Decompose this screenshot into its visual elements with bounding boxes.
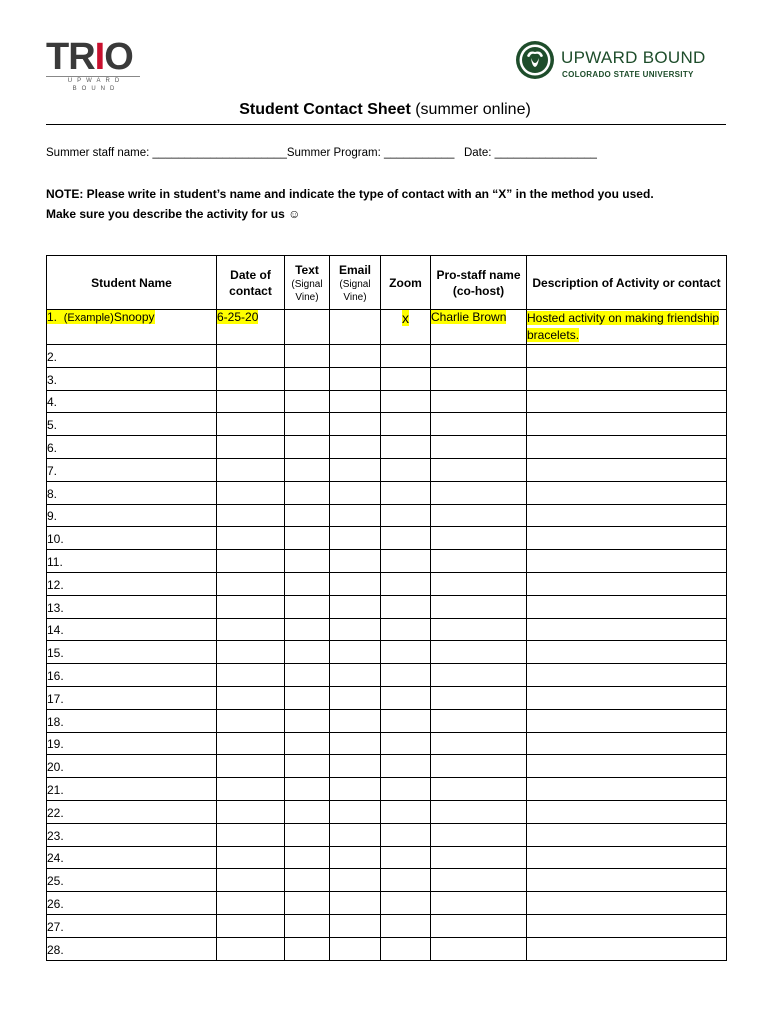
table-cell[interactable] xyxy=(381,937,431,960)
table-header-row xyxy=(47,256,727,310)
table-cell[interactable] xyxy=(527,481,727,504)
example-text-cell[interactable] xyxy=(285,310,330,345)
table-cell[interactable] xyxy=(527,618,727,641)
table-cell[interactable] xyxy=(431,436,527,459)
table-cell[interactable] xyxy=(431,413,527,436)
student-name-cell[interactable]: 20. xyxy=(47,755,217,778)
program-field[interactable]: ___________ xyxy=(383,147,455,159)
trio-logo xyxy=(46,36,146,93)
table-cell[interactable] xyxy=(217,823,285,846)
col-text-label: Text xyxy=(295,262,319,277)
table-cell[interactable] xyxy=(330,618,381,641)
table-cell[interactable] xyxy=(431,800,527,823)
table-cell[interactable] xyxy=(527,937,727,960)
table-row xyxy=(47,458,727,481)
table-cell[interactable] xyxy=(330,709,381,732)
table-cell[interactable] xyxy=(285,892,330,915)
table-cell[interactable] xyxy=(217,937,285,960)
table-cell[interactable] xyxy=(330,345,381,368)
table-cell[interactable] xyxy=(217,755,285,778)
table-cell[interactable] xyxy=(330,800,381,823)
student-name-cell[interactable]: 12. xyxy=(47,572,217,595)
table-row xyxy=(47,595,727,618)
table-cell[interactable] xyxy=(527,345,727,368)
table-cell[interactable] xyxy=(381,345,431,368)
program-label: Summer Program: xyxy=(286,147,384,159)
student-name-cell[interactable]: 9. xyxy=(47,504,217,527)
table-row xyxy=(47,641,727,664)
table-cell[interactable] xyxy=(431,709,527,732)
table-cell[interactable] xyxy=(527,527,727,550)
table-cell[interactable] xyxy=(285,595,330,618)
staff-fields-line xyxy=(46,147,597,159)
trio-logo-word: TRIO xyxy=(46,36,133,78)
table-cell[interactable] xyxy=(285,390,330,413)
table-cell[interactable] xyxy=(527,641,727,664)
table-cell[interactable] xyxy=(431,527,527,550)
table-row xyxy=(47,778,727,801)
date-field[interactable]: ________________ xyxy=(494,147,597,159)
table-cell[interactable] xyxy=(217,550,285,573)
table-cell[interactable] xyxy=(285,800,330,823)
student-name-cell[interactable]: 3. xyxy=(47,367,217,390)
col-description: Description of Activity or contact xyxy=(527,256,727,310)
staff-name-label: Summer staff name: xyxy=(46,147,153,159)
table-cell[interactable] xyxy=(431,367,527,390)
table-cell[interactable] xyxy=(381,550,431,573)
student-name-cell[interactable]: 6. xyxy=(47,436,217,459)
table-cell[interactable] xyxy=(431,914,527,937)
col-date-of-contact: Date of contact xyxy=(217,256,285,310)
table-cell[interactable] xyxy=(285,937,330,960)
table-row xyxy=(47,664,727,687)
table-cell[interactable] xyxy=(381,823,431,846)
table-cell[interactable] xyxy=(381,436,431,459)
student-name-cell[interactable]: 23. xyxy=(47,823,217,846)
table-cell[interactable] xyxy=(527,458,727,481)
table-cell[interactable] xyxy=(330,436,381,459)
student-name-cell[interactable]: 15. xyxy=(47,641,217,664)
table-cell[interactable] xyxy=(431,504,527,527)
student-name-cell[interactable]: 10. xyxy=(47,527,217,550)
table-row xyxy=(47,892,727,915)
trio-logo-sub: UPWARD BOUND xyxy=(46,76,140,93)
table-cell[interactable] xyxy=(217,481,285,504)
table-cell[interactable] xyxy=(217,800,285,823)
example-name: Snoopy xyxy=(113,310,155,324)
table-cell[interactable] xyxy=(285,618,330,641)
table-cell[interactable] xyxy=(217,641,285,664)
table-cell[interactable] xyxy=(527,595,727,618)
table-cell[interactable] xyxy=(527,846,727,869)
student-name-cell[interactable]: 11. xyxy=(47,550,217,573)
col-text-sub: (Signal Vine) xyxy=(291,278,323,303)
upward-bound-title: UPWARD BOUND xyxy=(561,48,706,67)
student-name-cell[interactable]: 19. xyxy=(47,732,217,755)
student-name-cell[interactable]: 8. xyxy=(47,481,217,504)
table-cell[interactable] xyxy=(217,458,285,481)
table-cell[interactable] xyxy=(217,572,285,595)
table-cell[interactable] xyxy=(381,572,431,595)
table-row xyxy=(47,413,727,436)
table-cell[interactable] xyxy=(431,595,527,618)
table-cell[interactable] xyxy=(431,732,527,755)
table-cell[interactable] xyxy=(285,686,330,709)
table-cell[interactable] xyxy=(431,755,527,778)
table-row xyxy=(47,504,727,527)
note-line-2: Make sure you describe the activity for us ☺ xyxy=(46,207,301,221)
table-cell[interactable] xyxy=(431,641,527,664)
table-cell[interactable] xyxy=(285,755,330,778)
table-cell[interactable] xyxy=(527,732,727,755)
table-cell[interactable] xyxy=(330,664,381,687)
table-cell[interactable] xyxy=(285,504,330,527)
table-cell[interactable] xyxy=(285,846,330,869)
table-cell[interactable] xyxy=(381,869,431,892)
date-label: Date: xyxy=(463,147,495,159)
table-cell[interactable] xyxy=(217,618,285,641)
example-prostaff: Charlie Brown xyxy=(431,310,507,324)
table-cell[interactable] xyxy=(330,686,381,709)
table-cell[interactable] xyxy=(330,504,381,527)
upward-bound-subtitle: COLORADO STATE UNIVERSITY xyxy=(562,70,694,79)
table-cell[interactable] xyxy=(431,686,527,709)
table-cell[interactable] xyxy=(527,823,727,846)
col-email-sub: (Signal Vine) xyxy=(339,278,371,303)
table-cell[interactable] xyxy=(527,413,727,436)
table-cell[interactable] xyxy=(381,892,431,915)
table-cell[interactable] xyxy=(381,755,431,778)
student-name-cell[interactable]: 4. xyxy=(47,390,217,413)
example-email-cell[interactable] xyxy=(330,310,381,345)
table-cell[interactable] xyxy=(527,390,727,413)
table-cell[interactable] xyxy=(285,367,330,390)
student-name-cell[interactable]: 24. xyxy=(47,846,217,869)
table-cell[interactable] xyxy=(381,732,431,755)
table-cell[interactable] xyxy=(330,732,381,755)
example-date: 6-25-20 xyxy=(217,310,259,324)
table-row xyxy=(47,755,727,778)
table-row xyxy=(47,732,727,755)
table-cell[interactable] xyxy=(285,914,330,937)
table-cell[interactable] xyxy=(285,345,330,368)
table-cell[interactable] xyxy=(381,618,431,641)
table-cell[interactable] xyxy=(381,914,431,937)
table-cell[interactable] xyxy=(330,458,381,481)
table-cell[interactable] xyxy=(381,390,431,413)
table-cell[interactable] xyxy=(285,481,330,504)
example-zoom-cell[interactable] xyxy=(381,310,431,345)
table-cell[interactable] xyxy=(330,367,381,390)
table-row xyxy=(47,686,727,709)
student-name-cell[interactable]: 22. xyxy=(47,800,217,823)
example-description-cell[interactable] xyxy=(527,310,727,345)
table-cell[interactable] xyxy=(381,413,431,436)
table-cell[interactable] xyxy=(431,823,527,846)
table-cell[interactable] xyxy=(330,413,381,436)
table-cell[interactable] xyxy=(381,709,431,732)
table-cell[interactable] xyxy=(330,550,381,573)
table-cell[interactable] xyxy=(527,550,727,573)
table-cell[interactable] xyxy=(330,527,381,550)
table-cell[interactable] xyxy=(527,892,727,915)
table-cell[interactable] xyxy=(527,778,727,801)
table-cell[interactable] xyxy=(285,458,330,481)
student-name-cell[interactable]: 7. xyxy=(47,458,217,481)
title-divider xyxy=(46,124,726,125)
table-cell[interactable] xyxy=(330,846,381,869)
table-cell[interactable] xyxy=(527,664,727,687)
example-student-cell[interactable] xyxy=(47,310,217,345)
table-row xyxy=(47,527,727,550)
table-cell[interactable] xyxy=(217,732,285,755)
staff-name-field[interactable]: _____________________ xyxy=(152,147,287,159)
example-date-cell[interactable] xyxy=(217,310,285,345)
table-row xyxy=(47,550,727,573)
table-cell[interactable] xyxy=(217,504,285,527)
table-row xyxy=(47,846,727,869)
table-cell[interactable] xyxy=(217,709,285,732)
example-row xyxy=(47,310,727,345)
csu-ram-seal-icon xyxy=(515,40,555,80)
table-cell[interactable] xyxy=(381,504,431,527)
table-cell[interactable] xyxy=(431,550,527,573)
table-cell[interactable] xyxy=(217,367,285,390)
table-row xyxy=(47,481,727,504)
table-cell[interactable] xyxy=(285,572,330,595)
note-line-1: NOTE: Please write in student’s name and indicate the type of contact with an “X” in the method you used. xyxy=(46,187,654,201)
example-tag: (Example) xyxy=(63,312,114,324)
table-cell[interactable] xyxy=(381,641,431,664)
student-name-cell[interactable]: 14. xyxy=(47,618,217,641)
title-rest: (summer online) xyxy=(410,101,531,118)
table-cell[interactable] xyxy=(527,800,727,823)
student-name-cell[interactable]: 5. xyxy=(47,413,217,436)
table-cell[interactable] xyxy=(381,800,431,823)
table-cell[interactable] xyxy=(527,709,727,732)
page-title xyxy=(0,101,770,119)
table-cell[interactable] xyxy=(431,481,527,504)
table-cell[interactable] xyxy=(431,664,527,687)
table-cell[interactable] xyxy=(217,390,285,413)
table-cell[interactable] xyxy=(217,413,285,436)
table-cell[interactable] xyxy=(285,550,330,573)
example-zoom-mark: x xyxy=(402,310,409,326)
table-row xyxy=(47,367,727,390)
table-cell[interactable] xyxy=(431,846,527,869)
table-cell[interactable] xyxy=(330,595,381,618)
table-cell[interactable] xyxy=(330,390,381,413)
table-cell[interactable] xyxy=(285,869,330,892)
student-name-cell[interactable]: 25. xyxy=(47,869,217,892)
table-cell[interactable] xyxy=(217,914,285,937)
student-name-cell[interactable]: 2. xyxy=(47,345,217,368)
col-email xyxy=(330,256,381,310)
table-cell[interactable] xyxy=(431,345,527,368)
table-cell[interactable] xyxy=(285,778,330,801)
table-cell[interactable] xyxy=(217,595,285,618)
table-cell[interactable] xyxy=(330,778,381,801)
table-row xyxy=(47,800,727,823)
table-cell[interactable] xyxy=(527,914,727,937)
table-cell[interactable] xyxy=(285,641,330,664)
table-cell[interactable] xyxy=(217,869,285,892)
student-name-cell[interactable]: 18. xyxy=(47,709,217,732)
table-cell[interactable] xyxy=(431,458,527,481)
col-student-name: Student Name xyxy=(47,256,217,310)
table-cell[interactable] xyxy=(217,436,285,459)
table-cell[interactable] xyxy=(217,778,285,801)
table-cell[interactable] xyxy=(527,367,727,390)
student-name-cell[interactable]: 13. xyxy=(47,595,217,618)
table-cell[interactable] xyxy=(330,641,381,664)
table-cell[interactable] xyxy=(217,527,285,550)
table-cell[interactable] xyxy=(285,413,330,436)
table-cell[interactable] xyxy=(285,732,330,755)
table-cell[interactable] xyxy=(527,572,727,595)
table-cell[interactable] xyxy=(381,595,431,618)
example-description: Hosted activity on making friendship bracelets. xyxy=(527,311,720,342)
table-cell[interactable] xyxy=(527,686,727,709)
table-row xyxy=(47,436,727,459)
col-prostaff: Pro-staff name (co-host) xyxy=(431,256,527,310)
table-cell[interactable] xyxy=(527,755,727,778)
contact-table xyxy=(46,255,727,961)
example-number: 1. (Example)Snoopy xyxy=(47,310,155,324)
table-cell[interactable] xyxy=(285,823,330,846)
table-row xyxy=(47,345,727,368)
table-cell[interactable] xyxy=(527,436,727,459)
table-cell[interactable] xyxy=(381,481,431,504)
table-cell[interactable] xyxy=(431,390,527,413)
table-cell[interactable] xyxy=(431,869,527,892)
student-name-cell[interactable]: 16. xyxy=(47,664,217,687)
table-cell[interactable] xyxy=(330,914,381,937)
table-cell[interactable] xyxy=(431,892,527,915)
table-cell[interactable] xyxy=(381,664,431,687)
table-cell[interactable] xyxy=(217,664,285,687)
table-cell[interactable] xyxy=(217,892,285,915)
col-text xyxy=(285,256,330,310)
table-cell[interactable] xyxy=(217,846,285,869)
table-cell[interactable] xyxy=(381,846,431,869)
table-cell[interactable] xyxy=(431,572,527,595)
table-row xyxy=(47,823,727,846)
table-cell[interactable] xyxy=(330,481,381,504)
table-cell[interactable] xyxy=(381,527,431,550)
student-name-cell[interactable]: 21. xyxy=(47,778,217,801)
table-cell[interactable] xyxy=(431,618,527,641)
example-prostaff-cell[interactable] xyxy=(431,310,527,345)
table-row xyxy=(47,869,727,892)
table-row xyxy=(47,572,727,595)
table-cell[interactable] xyxy=(217,345,285,368)
upward-bound-logo xyxy=(515,40,725,84)
table-cell[interactable] xyxy=(381,458,431,481)
student-rows xyxy=(47,345,727,961)
student-name-cell[interactable]: 28. xyxy=(47,937,217,960)
table-cell[interactable] xyxy=(381,778,431,801)
table-cell[interactable] xyxy=(285,664,330,687)
table-cell[interactable] xyxy=(330,572,381,595)
table-cell[interactable] xyxy=(285,527,330,550)
table-cell[interactable] xyxy=(431,937,527,960)
student-name-cell[interactable]: 27. xyxy=(47,914,217,937)
table-cell[interactable] xyxy=(431,778,527,801)
col-zoom: Zoom xyxy=(381,256,431,310)
table-cell[interactable] xyxy=(330,892,381,915)
col-email-label: Email xyxy=(338,262,371,277)
table-cell[interactable] xyxy=(330,823,381,846)
table-cell[interactable] xyxy=(217,686,285,709)
table-cell[interactable] xyxy=(330,937,381,960)
table-row xyxy=(47,937,727,960)
table-row xyxy=(47,914,727,937)
table-cell[interactable] xyxy=(285,436,330,459)
table-cell[interactable] xyxy=(527,869,727,892)
table-cell[interactable] xyxy=(330,869,381,892)
title-bold: Student Contact Sheet xyxy=(239,101,411,118)
note-text xyxy=(46,184,736,224)
table-cell[interactable] xyxy=(330,755,381,778)
table-cell[interactable] xyxy=(381,367,431,390)
table-row xyxy=(47,618,727,641)
student-name-cell[interactable]: 17. xyxy=(47,686,217,709)
table-row xyxy=(47,390,727,413)
student-name-cell[interactable]: 26. xyxy=(47,892,217,915)
table-cell[interactable] xyxy=(285,709,330,732)
table-cell[interactable] xyxy=(381,686,431,709)
table-cell[interactable] xyxy=(527,504,727,527)
table-row xyxy=(47,709,727,732)
